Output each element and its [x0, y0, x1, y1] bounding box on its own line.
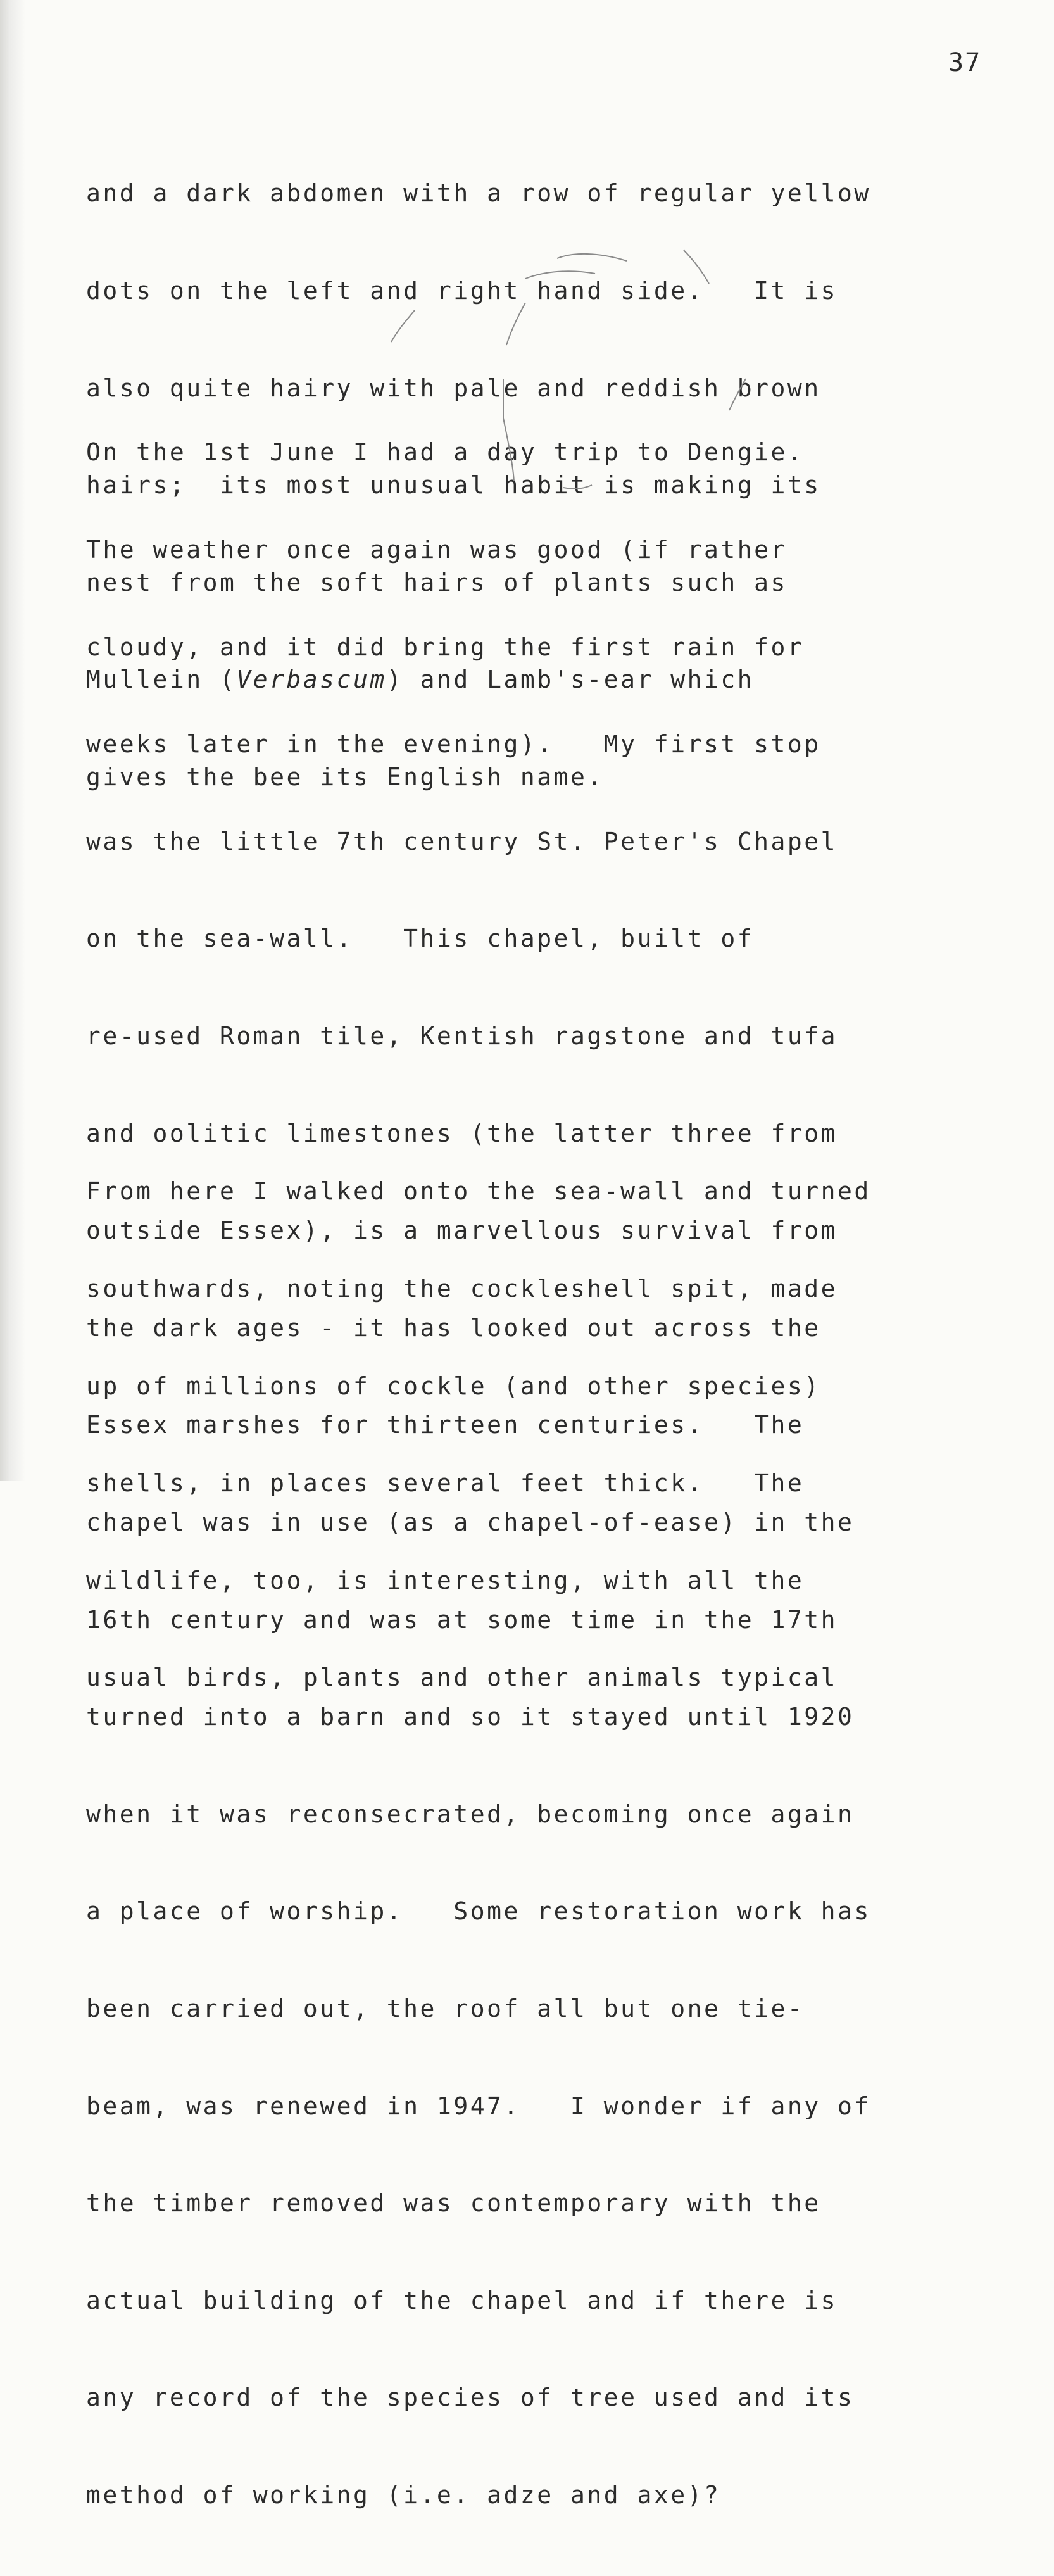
text-line: been carried out, the roof all but one tie- — [86, 1994, 805, 2023]
text-line: when it was reconsecrated, becoming once again — [86, 1800, 855, 1828]
text-line: usual birds, plants and other animals typical — [86, 1664, 838, 1692]
text-line: the dark ages - it has looked out across the — [86, 1313, 821, 1342]
text-line: wildlife, too, is interesting, with all the — [86, 1566, 805, 1594]
text-line: also quite hairy with pale and reddish brown — [86, 374, 821, 402]
text-line: method of working (i.e. adze and axe)? — [86, 2480, 721, 2509]
text-line: outside Essex), is a marvellous survival from — [86, 1216, 838, 1245]
text-line: On the 1st June I had a day trip to Dengie. — [86, 438, 805, 467]
text-line: The weather once again was good (if rather — [86, 536, 787, 564]
page-number: 37 — [948, 48, 982, 77]
text-line: nest from the soft hairs of plants such as — [86, 568, 787, 597]
text-segment: ) and Lamb's-ear which — [386, 666, 755, 694]
text-line: southwards, noting the cockleshell spit, made — [86, 1275, 838, 1303]
text-line: the timber removed was contemporary with the — [86, 2189, 821, 2218]
page-edge-shadow — [0, 0, 25, 1481]
text-line: actual building of the chapel and if there is — [86, 2286, 838, 2314]
latin-name: Verbascum — [236, 666, 387, 694]
text-line: and oolitic limestones (the latter three from — [86, 1119, 838, 1147]
text-line: re-used Roman tile, Kentish ragstone and tufa — [86, 1021, 838, 1050]
text-line: was the little 7th century St. Peter's Chapel — [86, 827, 838, 856]
text-line: shells, in places several feet thick. The — [86, 1469, 805, 1498]
text-line: a place of worship. Some restoration work has — [86, 1897, 871, 1926]
text-line: cloudy, and it did bring the first rain for — [86, 633, 805, 661]
text-line: beam, was renewed in 1947. I wonder if any of — [86, 2092, 871, 2120]
text-line: From here I walked onto the sea-wall and turned — [86, 1177, 871, 1206]
text-line: 16th century and was at some time in the 17th — [86, 1605, 838, 1634]
text-line: turned into a barn and so it stayed until 1920 — [86, 1703, 855, 1731]
text-line: and a dark abdomen with a row of regular yellow — [86, 179, 871, 208]
text-line: dots on the left and right hand side. It is — [86, 277, 838, 305]
text-line: hairs; its most unusual habit is making its — [86, 471, 821, 500]
text-segment: Mullein ( — [86, 666, 237, 694]
text-line: weeks later in the evening). My first stop — [86, 730, 821, 759]
paragraph-3 — [86, 1111, 998, 1759]
text-line: up of millions of cockle (and other species) — [86, 1372, 821, 1400]
text-line: chapel was in use (as a chapel-of-ease) in the — [86, 1508, 855, 1536]
text-line: on the sea-wall. This chapel, built of — [86, 925, 755, 953]
text-line: Essex marshes for thirteen centuries. The — [86, 1411, 805, 1439]
text-line: gives the bee its English name. — [86, 762, 604, 791]
text-line: any record of the species of tree used and its — [86, 2383, 855, 2412]
